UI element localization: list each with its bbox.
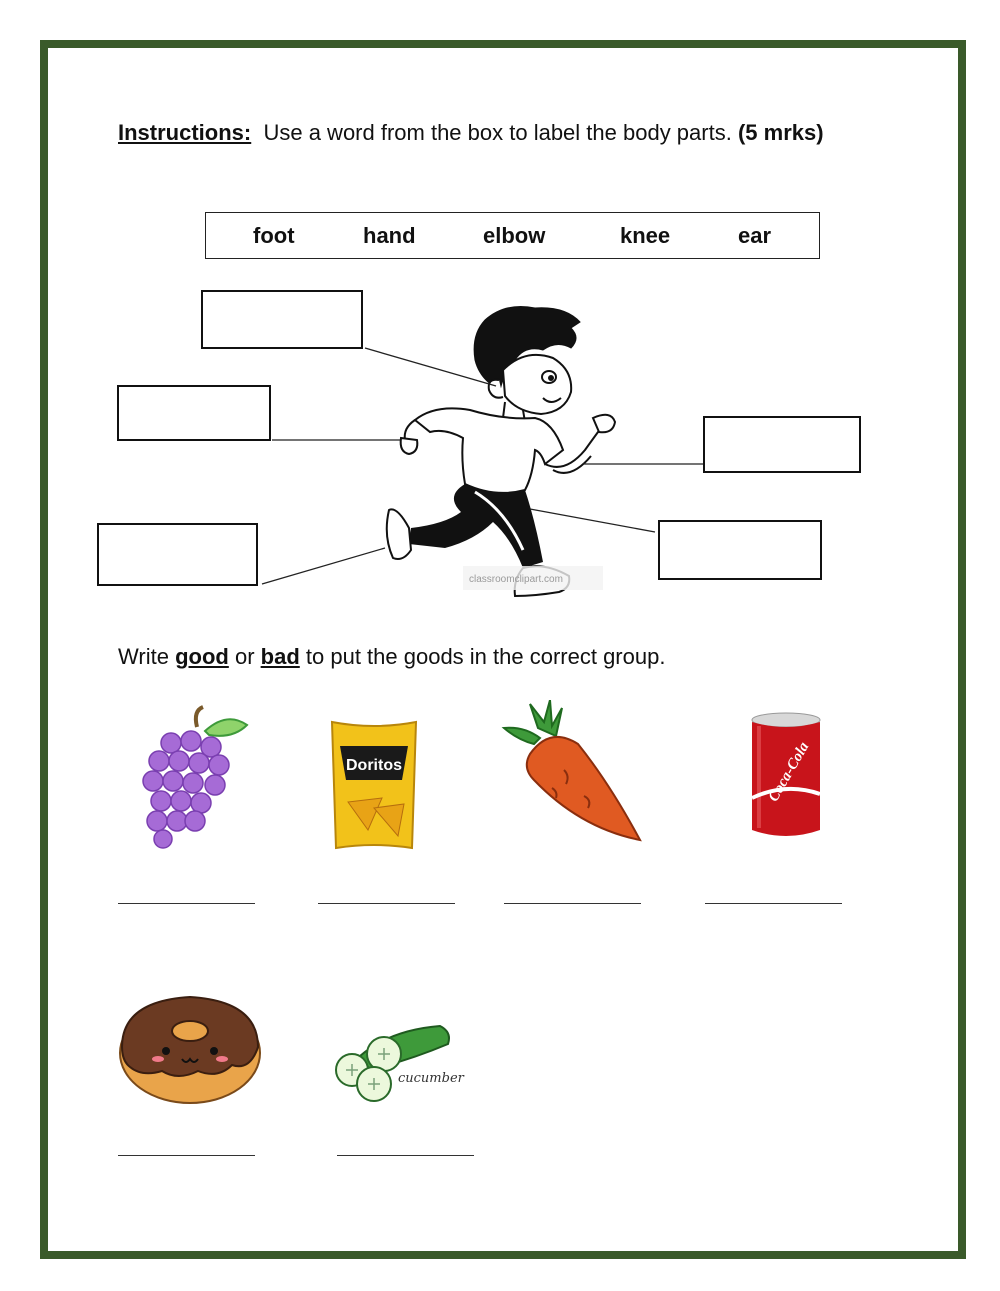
cucumber-caption: cucumber bbox=[398, 1071, 464, 1086]
food-instructions bbox=[118, 644, 665, 670]
doritos-brand: Doritos bbox=[346, 757, 402, 774]
carrot-image bbox=[500, 700, 645, 850]
grapes-image bbox=[135, 705, 255, 853]
grapes-answer-blank[interactable] bbox=[118, 903, 255, 904]
word-bank bbox=[205, 212, 820, 259]
word-foot[interactable]: foot bbox=[253, 223, 295, 248]
instructions-text: Use a word from the box to label the body parts. bbox=[263, 120, 732, 145]
instr-prefix: Write bbox=[118, 644, 169, 669]
hand-box[interactable] bbox=[117, 385, 271, 441]
cucumber-answer-blank[interactable] bbox=[337, 1155, 474, 1156]
doritos-answer-blank[interactable] bbox=[318, 903, 455, 904]
word-elbow[interactable]: elbow bbox=[483, 223, 546, 248]
watermark: classroomclipart.com bbox=[469, 574, 563, 585]
word-knee[interactable]: knee bbox=[620, 223, 671, 248]
word-ear[interactable]: ear bbox=[738, 223, 772, 248]
marks-label: (5 mrks) bbox=[737, 120, 824, 145]
instr-middle: or bbox=[234, 644, 255, 669]
ear-box[interactable] bbox=[201, 290, 363, 349]
word-hand[interactable]: hand bbox=[363, 223, 416, 248]
doritos-image bbox=[328, 718, 420, 852]
carrot-answer-blank[interactable] bbox=[504, 903, 641, 904]
keyword-good: good bbox=[175, 644, 229, 669]
running-boy-illustration bbox=[375, 300, 625, 605]
coca-cola-image bbox=[745, 712, 827, 842]
donut-answer-blank[interactable] bbox=[118, 1155, 255, 1156]
foot-box[interactable] bbox=[97, 523, 258, 586]
elbow-box[interactable] bbox=[703, 416, 861, 473]
coca-cola-answer-blank[interactable] bbox=[705, 903, 842, 904]
donut-image bbox=[118, 987, 262, 1105]
instr-suffix: to put the goods in the correct group. bbox=[305, 644, 666, 669]
instructions-label: Instructions: bbox=[118, 120, 252, 145]
cucumber-image bbox=[330, 1020, 470, 1106]
knee-box[interactable] bbox=[658, 520, 822, 580]
keyword-bad: bad bbox=[260, 644, 300, 669]
instructions bbox=[118, 120, 824, 146]
coca-cola-brand: Coca-Cola bbox=[765, 739, 813, 805]
